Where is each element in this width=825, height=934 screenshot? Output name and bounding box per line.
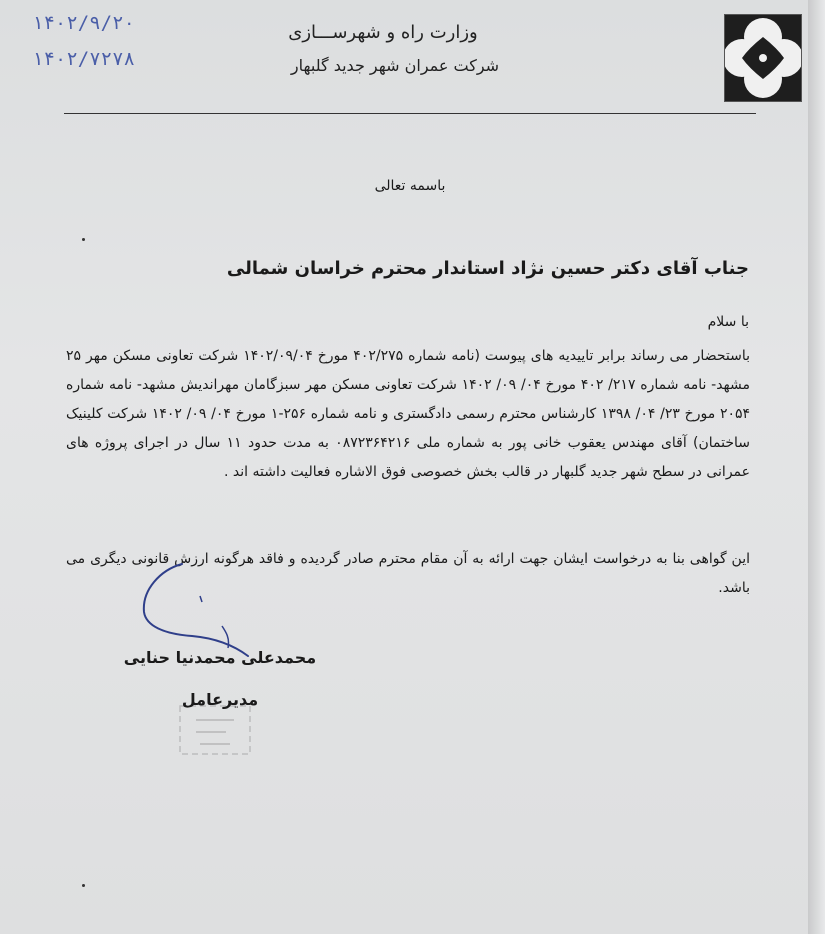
signatory-title: مدیرعامل: [181, 690, 259, 709]
header-divider: [64, 113, 756, 114]
ministry-name: وزارت راه و شهرســـازی: [288, 22, 478, 43]
faint-stamp: [176, 700, 256, 760]
company-logo: [724, 14, 802, 102]
scan-speck: [82, 238, 85, 241]
letter-body: باستحضار می رساند برابر تاییدیه های پیوست (نامه شماره ۴۰۲/۲۷۵ مورخ ۱۴۰۲/۰۹/۰۴ شرکت تعاونی مسکن مهر ۲۵ مشهد- نامه شماره ۲۱۷/ ۴۰۲ مورخ ۰۴/ ۰۹/ ۱۴۰۲ شرکت تعاونی مسکن مهر سبزگامان مهراندیش مشهد- نامه شماره ۲۰۵۴ مورخ ۲۳/ ۰۴/ ۱۳۹۸ کارشناس محترم رسمی دادگستری و نامه شماره ۲۵۶-۱ مورخ ۰۴/ ۰۹/ ۱۴۰۲ شرکت کلینیک ساختمان) آقای مهندس یعقوب خانی پور به شماره ملی ۰۸۷۲۳۶۴۲۱۶ به مدت حدود ۱۱ سال در اجرای پروژه های عمرانی در سطح شهر جدید گلبهار در قالب بخش خصوصی فوق الاشاره فعالیت داشته اند .: [66, 348, 751, 480]
company-name: شرکت عمران شهر جدید گلبهار: [290, 56, 500, 75]
handwritten-letter-number: ۱۴۰۲/۷۲۷۸: [32, 48, 135, 70]
handwritten-date: ۱۴۰۲/۹/۲۰: [32, 12, 135, 34]
page-edge: [808, 0, 825, 934]
certificate-statement: این گواهی بنا به درخواست ایشان جهت ارائه به آن مقام محترم صادر گردیده و فاقد هرگونه ارزش قانونی دیگری می باشد.: [66, 551, 750, 596]
addressee: جناب آقای دکتر حسین نژاد استاندار محترم خراسان شمالی: [226, 258, 749, 279]
signatory-name: محمدعلی محمدنیا حنایی: [123, 648, 317, 667]
invocation: باسمه تعالی: [374, 178, 446, 194]
scan-speck: [82, 884, 85, 887]
salutation: با سلام: [707, 314, 749, 330]
logo-icon: [725, 15, 801, 101]
